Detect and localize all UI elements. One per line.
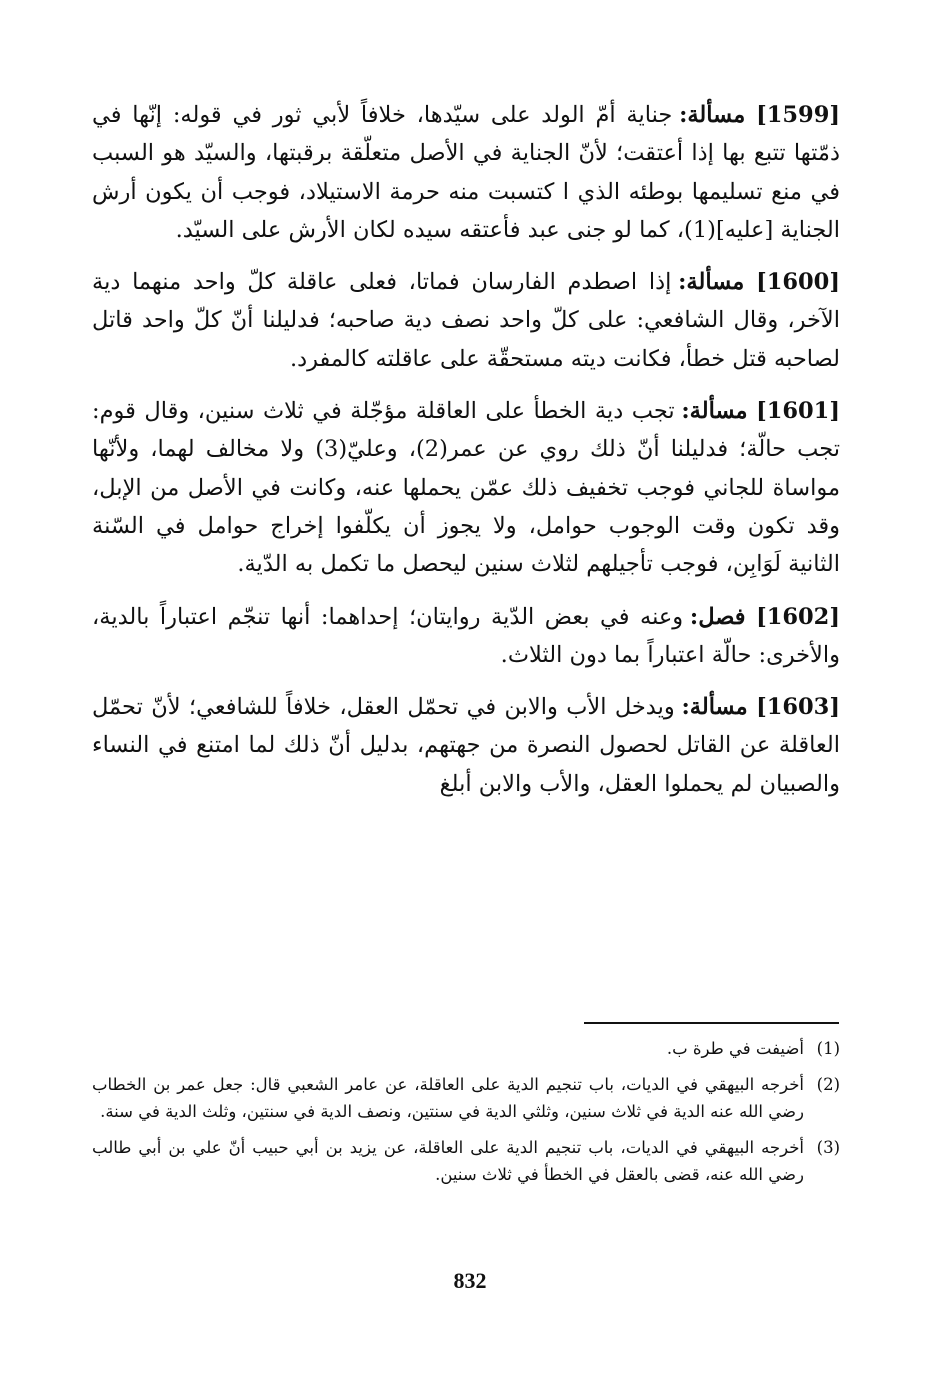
paragraph-number: [1599] (756, 102, 841, 128)
paragraph-keyword: مسألة: (681, 398, 748, 425)
footnote-number: (2) (816, 1074, 840, 1094)
footnote-2 (92, 1071, 840, 1126)
footnote-number: (1) (816, 1039, 840, 1058)
paragraph-text: وعنه في بعض الدّية روايتان؛ إحداهما: أنها تنجّم اعتباراً بالدية، والأخرى: حالّة اعتباراً بما دون الثلاث. (92, 603, 840, 668)
paragraph-keyword: مسألة: (678, 269, 745, 296)
paragraph-1602 (92, 598, 840, 675)
main-text (92, 96, 840, 817)
footnote-3 (92, 1134, 840, 1189)
footnote-text: أضيفت في طرة ب. (666, 1039, 804, 1058)
page-number: 832 (453, 1268, 487, 1293)
paragraph-number: [1602] (756, 603, 840, 630)
footnote-1 (92, 1035, 840, 1063)
paragraph-number: [1600] (756, 269, 840, 296)
footnote-divider (584, 1022, 839, 1024)
footnote-text: أخرجه البيهقي في الديات، باب تنجيم الدية على العاقلة، عن عامر الشعبي قال: جعل عمر بن الخطاب رضي الله عنه الدية في ثلاث سنين، وثلثي الدية في سنتين، ونصف الدية في سنتين، وثلث الدية في سنة. (92, 1074, 804, 1121)
paragraph-1601 (92, 392, 840, 583)
paragraph-number: [1603] (756, 694, 840, 721)
paragraph-number: [1601] (756, 398, 840, 425)
paragraph-1599 (92, 96, 840, 249)
paragraph-keyword: مسألة: (679, 102, 746, 128)
paragraph-text: إذا اصطدم الفارسان فماتا، فعلى عاقلة كلّ واحد منهما دية الآخر، وقال الشافعي: على كلّ واحد نصف دية صاحبه؛ فدليلنا أنّ كلّ واحد قاتل لصاحبه قتل خطأ، فكانت ديته مستحقّة على عاقلته كالمفرد. (92, 269, 840, 372)
paragraph-text: جناية أمّ الولد على سيّدها، خلافاً لأبي ثور في قوله: إنّها في ذمّتها تتبع بها إذا أعتقت؛ لأنّ الجناية في الأصل متعلّقة برقبتها، والسيّد هو السبب في منع تسليمها بوطئه الذي ا كتسبت منه حرمة الاستيلاد، فوجب أن يكون أرش الجناية [عليه](1)، كما لو جنى عبد فأعتقه سيده لكان الأرش على السيّد. (92, 102, 840, 243)
paragraph-1603 (92, 688, 840, 803)
footnotes (92, 1035, 840, 1197)
footnote-text: أخرجه البيهقي في الديات، باب تنجيم الدية على العاقلة، عن يزيد بن أبي حبيب أنّ علي بن أبي طالب رضي الله عنه، قضى بالعقل في الخطأ في ثلاث سنين. (92, 1137, 804, 1184)
footnote-number: (3) (816, 1137, 840, 1157)
paragraph-keyword: مسألة: (681, 694, 748, 721)
paragraph-text: ويدخل الأب والابن في تحمّل العقل، خلافاً للشافعي؛ لأنّ تحمّل العاقلة عن القاتل لحصول النصرة من جهتهم، بدليل أنّ ذلك لما امتنع في النساء والصبيان لم يحملوا العقل، والأب والابن أبلغ (92, 694, 840, 797)
paragraph-text: تجب دية الخطأ على العاقلة مؤجّلة في ثلاث سنين، وقال قوم: تجب حالّة؛ فدليلنا أنّ ذلك روي عن عمر(2)، وعليّ(3) ولا مخالف لهما، ولأنّها مواساة للجاني فوجب تخفيف ذلك عمّن يحملها عنه، وكانت في الأصل من الإبل، وقد تكون وقت الوجوب حوامل، ولا يجوز أن يكلّفوا إخراج حوامل في السّنة الثانية لَوَابِن، فوجب تأجيلهم لثلاث سنين ليحصل ما تكمل به الدّية. (92, 398, 841, 578)
paragraph-keyword: فصل: (689, 603, 746, 630)
paragraph-1600 (92, 263, 840, 378)
